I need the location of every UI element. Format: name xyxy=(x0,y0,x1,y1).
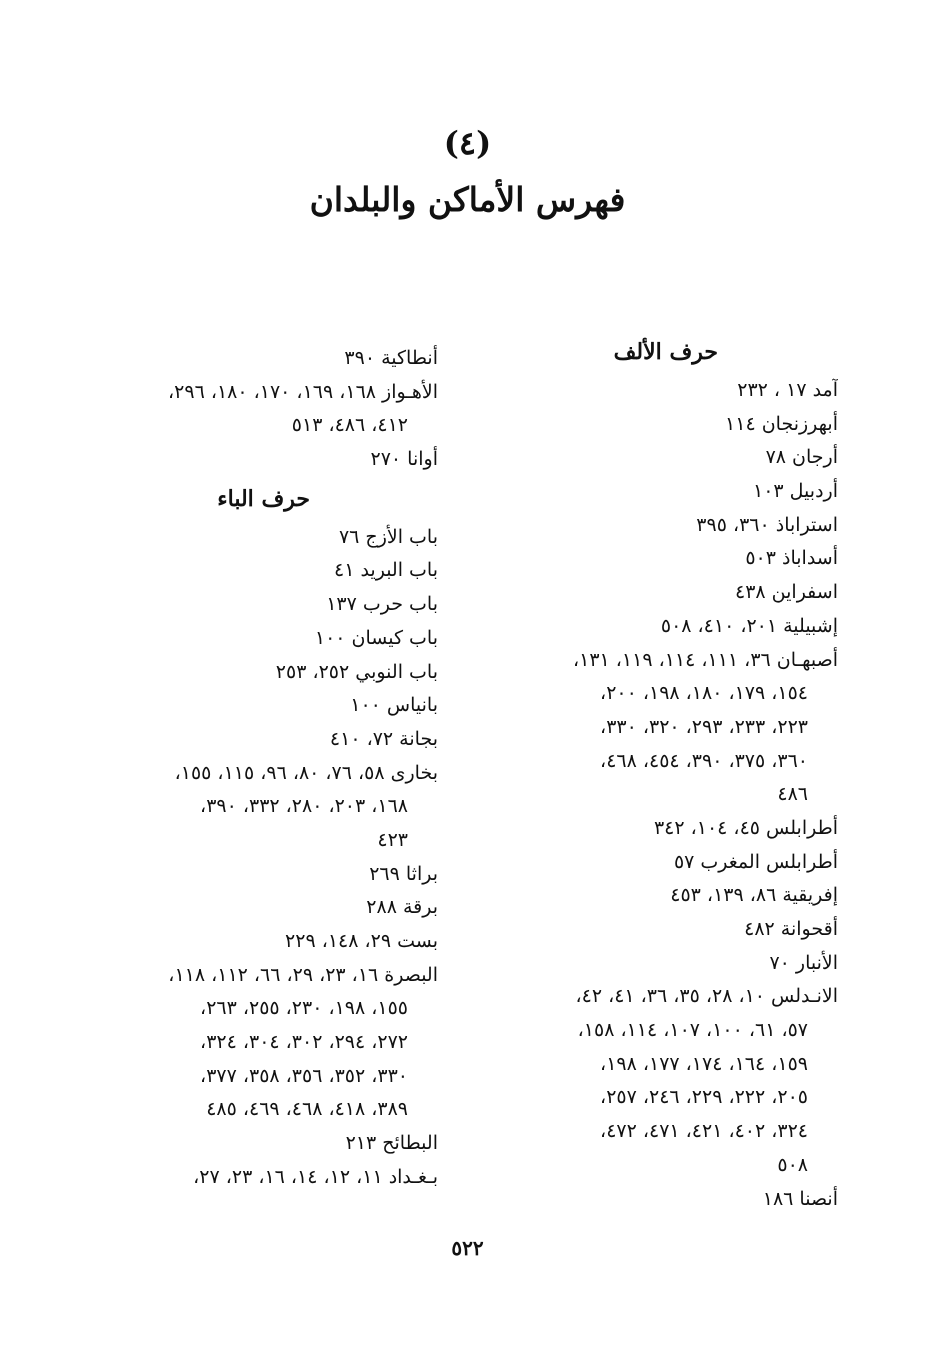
index-entry-continuation: ٤٢٣ xyxy=(377,828,408,851)
index-entry-continuation: ٢٧٢، ٢٩٤، ٣٠٢، ٣٠٤، ٣٢٤، xyxy=(200,1031,408,1054)
index-entry: إفريقية ٨٦، ١٣٩، ٤٥٣ xyxy=(670,884,838,907)
right-entries xyxy=(488,374,838,1216)
section-number: (٤) xyxy=(443,124,492,162)
index-entry: بخارى ٥٨، ٧٦، ٨٠، ٩٦، ١١٥، ١٥٥، xyxy=(174,761,438,784)
index-entry: أرجان ٧٨ xyxy=(765,446,838,469)
left-entries-top xyxy=(78,342,438,477)
index-entry: باب الأزج ٧٦ xyxy=(338,525,438,548)
index-entry-continuation: ١٥٥، ١٩٨، ٢٣٠، ٢٥٥، ٢٦٣، xyxy=(200,997,408,1020)
left-entries-bottom xyxy=(78,521,438,1195)
index-entry: أنطاكية ٣٩٠ xyxy=(344,347,438,369)
index-entry: برقة ٢٨٨ xyxy=(366,896,438,919)
index-entry: أصبهـان ٣٦، ١١١، ١١٤، ١١٩، ١٣١، xyxy=(572,648,838,671)
page-number: ٥٢٢ xyxy=(451,1236,484,1260)
index-entry: أبهرزنجان ١١٤ xyxy=(725,412,838,435)
index-entry-continuation: ٤١٢، ٤٨٦، ٥١٣ xyxy=(291,414,408,437)
index-entry-continuation: ٢٠٥، ٢٢٢، ٢٢٩، ٢٤٦، ٢٥٧، xyxy=(600,1086,808,1109)
index-entry: البطائح ٢١٣ xyxy=(345,1132,438,1155)
letter-heading-ba: حرف الباء xyxy=(217,485,310,512)
index-entry: البصرة ١٦، ٢٣، ٢٩، ٦٦، ١١٢، ١١٨، xyxy=(168,963,438,986)
index-entry: اسفراين ٤٣٨ xyxy=(735,581,838,604)
index-entry: أسداباذ ٥٠٣ xyxy=(745,547,838,570)
index-entry: أنصنا ١٨٦ xyxy=(762,1187,838,1210)
index-entry: آمد ١٧ ، ٢٣٢ xyxy=(737,379,838,401)
left-column xyxy=(78,342,438,1195)
index-entry: بـغـداد ١١، ١٢، ١٤، ١٦، ٢٣، ٢٧، xyxy=(193,1165,438,1188)
index-entry: باب حرب ١٣٧ xyxy=(326,593,438,616)
index-entry: الانـدلس ١٠، ٢٨، ٣٥، ٣٦، ٤١، ٤٢، xyxy=(575,985,838,1008)
index-entry: باب البريد ٤١ xyxy=(333,559,438,582)
index-entry: أطرابلس المغرب ٥٧ xyxy=(673,850,838,873)
index-entry: إشبيلية ٢٠١، ٤١٠، ٥٠٨ xyxy=(660,614,838,637)
index-entry-continuation: ٣٢٤، ٤٠٢، ٤٢١، ٤٧١، ٤٧٢، xyxy=(600,1120,808,1143)
index-entry-continuation: ٣٦٠، ٣٧٥، ٣٩٠، ٤٥٤، ٤٦٨، xyxy=(600,749,808,772)
index-entry: باب النوبي ٢٥٢، ٢٥٣ xyxy=(275,660,438,683)
index-entry-continuation: ٥٠٨ xyxy=(777,1153,808,1176)
index-entry: الأهـواز ١٦٨، ١٦٩، ١٧٠، ١٨٠، ٢٩٦، xyxy=(168,380,438,403)
index-entry-continuation: ٢٢٣، ٢٣٣، ٢٩٣، ٣٢٠، ٣٣٠، xyxy=(600,715,808,738)
index-entry: بست ٢٩، ١٤٨، ٢٢٩ xyxy=(285,930,438,952)
index-entry-continuation: ٥٧، ٦١، ١٠٠، ١٠٧، ١١٤، ١٥٨، xyxy=(577,1019,808,1042)
index-entry-continuation: ٣٣٠، ٣٥٢، ٣٥٦، ٣٥٨، ٣٧٧، xyxy=(200,1064,408,1087)
index-entry: أوانا ٢٧٠ xyxy=(370,448,438,471)
index-entry-continuation: ١٥٩، ١٦٤، ١٧٤، ١٧٧، ١٩٨، xyxy=(600,1052,808,1075)
letter-heading-alif: حرف الألف xyxy=(613,339,718,365)
index-entry: بجانة ٧٢، ٤١٠ xyxy=(329,727,438,750)
index-entry-continuation: ١٥٤، ١٧٩، ١٨٠، ١٩٨، ٢٠٠، xyxy=(600,682,808,705)
index-entry: باب كيسان ١٠٠ xyxy=(314,626,438,649)
index-entry-continuation: ١٦٨، ٢٠٣، ٢٨٠، ٣٣٢، ٣٩٠، xyxy=(200,795,408,818)
index-entry: براثا ٢٦٩ xyxy=(369,862,438,885)
index-entry: استراباذ ٣٦٠، ٣٩٥ xyxy=(696,513,838,536)
index-entry: الأنبار ٧٠ xyxy=(769,951,838,974)
index-entry: أطرابلس ٤٥، ١٠٤، ٣٤٢ xyxy=(653,816,838,839)
page-title: فهرس الأماكن والبلدان xyxy=(309,180,626,219)
index-entry: أردبيل ١٠٣ xyxy=(753,480,838,503)
index-entry: بانياس ١٠٠ xyxy=(350,694,438,717)
right-column xyxy=(488,330,838,1216)
index-entry-continuation: ٣٨٩، ٤١٨، ٤٦٨، ٤٦٩، ٤٨٥ xyxy=(206,1098,408,1121)
index-entry: أقحوانة ٤٨٢ xyxy=(744,918,838,940)
index-entry-continuation: ٤٨٦ xyxy=(777,783,808,806)
